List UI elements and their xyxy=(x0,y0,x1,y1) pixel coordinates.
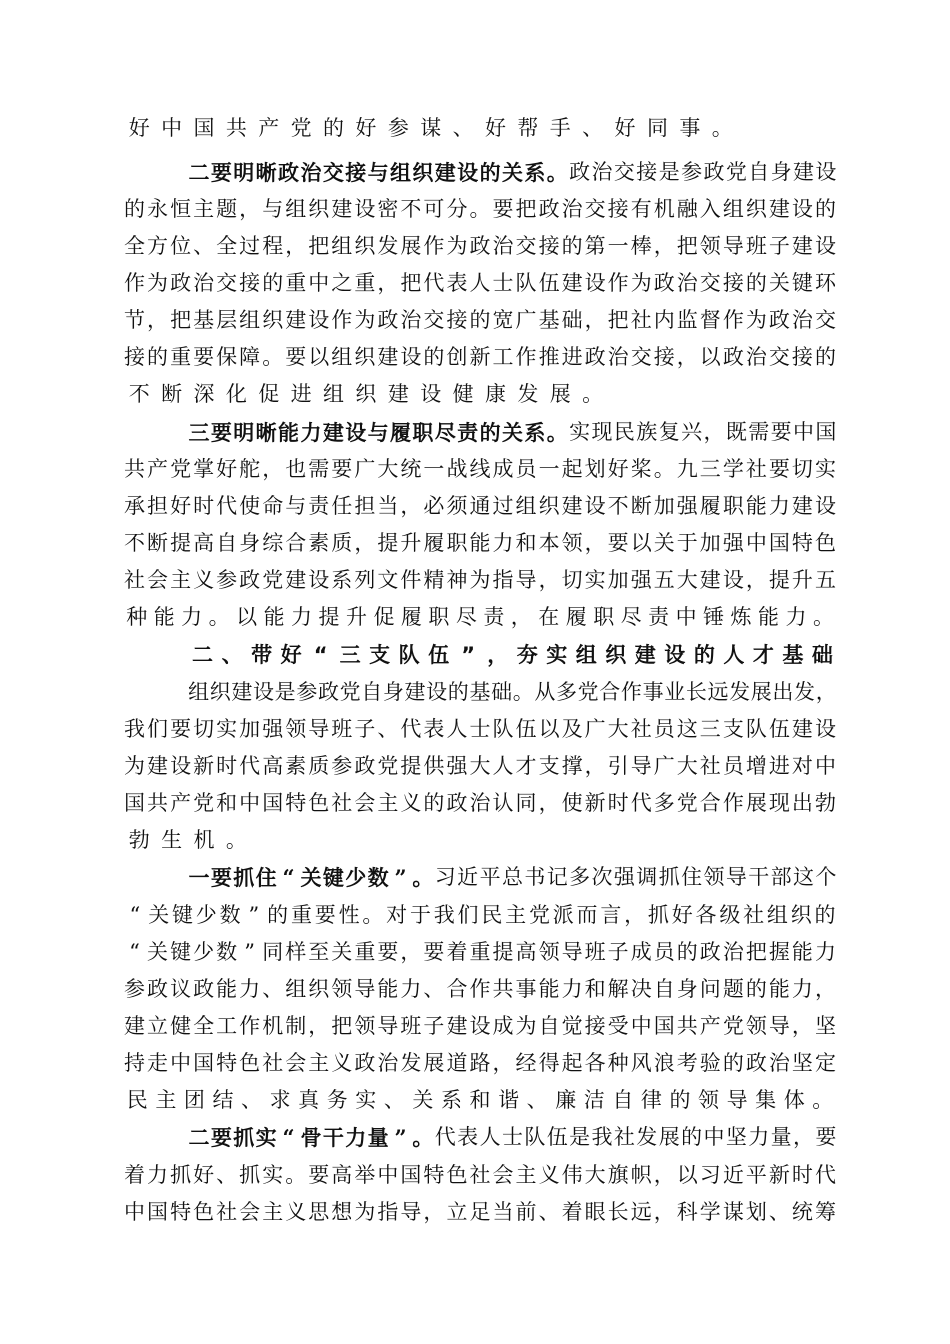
text-line: 社 会 主 义 参 政 党 建 设 系 列 文 件 精 神 为 指 导 ， 切 实 加 强 五 大 建 设 ， 提 升 五 xyxy=(124,568,836,592)
text-line: 作 为 政 治 交 接 的 重 中 之 重 ， 把 代 表 人 士 队 伍 建 设 作 为 政 治 交 接 的 关 键 环 xyxy=(124,271,836,295)
text-line: 好 中 国 共 产 党 的 好 参 谋 、 好 帮 手 、 好 同 事 。 xyxy=(128,116,733,140)
text-line: 我 们 要 切 实 加 强 领 导 班 子 、 代 表 人 士 队 伍 以 及 广 大 社 员 这 三 支 队 伍 建 设 xyxy=(124,717,836,741)
text-line: 着 力 抓 好 、 抓 实 。 要 高 举 中 国 特 色 社 会 主 义 伟 大 旗 帜 ， 以 习 近 平 新 时 代 xyxy=(124,1163,836,1187)
text-line: 二 要 抓 实 “ 骨 干 力 量 ” 。 代 表 人 士 队 伍 是 我 社 发 展 的 中 坚 力 量 ， 要 xyxy=(188,1125,837,1150)
text-line: 建 立 健 全 工 作 机 制 ， 把 领 导 班 子 建 设 成 为 自 觉 接 受 中 国 共 产 党 领 导 ， 坚 xyxy=(124,1014,836,1038)
text-line: 组 织 建 设 是 参 政 党 自 身 建 设 的 基 础 。 从 多 党 合 作 事 业 长 远 发 展 出 发 ， xyxy=(188,680,837,704)
text-line: 持 走 中 国 特 色 社 会 主 义 政 治 发 展 道 路 ， 经 得 起 各 种 风 浪 考 验 的 政 治 坚 定 xyxy=(124,1051,836,1075)
text-line: 接 的 重 要 保 障 。 要 以 组 织 建 设 的 创 新 工 作 推 进 政 治 交 接 ， 以 政 治 交 接 的 xyxy=(124,345,836,369)
text-line: 民 主 团 结 、 求 真 务 实 、 关 系 和 谐 、 廉 洁 自 律 的 领 导 集 体 。 xyxy=(126,1088,834,1112)
text-line: 的 永 恒 主 题 ， 与 组 织 建 设 密 不 可 分 。 要 把 政 治 交 接 有 机 融 入 组 织 建 设 的 xyxy=(124,197,836,221)
text-line: 二 要 明 晰 政 治 交 接 与 组 织 建 设 的 关 系 。 政 治 交 接 是 参 政 党 自 身 建 设 xyxy=(188,160,837,185)
text-line: “ 关 键 少 数 ” 同 样 至 关 重 要 ， 要 着 重 提 高 领 导 班 子 成 员 的 政 治 把 握 能 力 xyxy=(129,940,836,964)
text-line: 一 要 抓 住 “ 关 键 少 数 ” 。 习 近 平 总 书 记 多 次 强 调 抓 住 领 导 干 部 这 个 xyxy=(188,865,837,890)
text-line: 二 、 带 好 “ 三 支 队 伍 ” ， 夯 实 组 织 建 设 的 人 才 基 础 xyxy=(192,643,833,667)
text-line: 为 建 设 新 时 代 高 素 质 参 政 党 提 供 强 大 人 才 支 撑 ， 引 导 广 大 社 员 增 进 对 中 xyxy=(124,754,836,778)
text-line: 全 方 位 、 全 过 程 ， 把 组 织 发 展 作 为 政 治 交 接 的 第 一 棒 ， 把 领 导 班 子 建 设 xyxy=(124,234,836,258)
text-line: 参 政 议 政 能 力 、 组 织 领 导 能 力 、 合 作 共 事 能 力 和 解 决 自 身 问 题 的 能 力 ， xyxy=(124,977,836,1001)
text-line: 三 要 明 晰 能 力 建 设 与 履 职 尽 责 的 关 系 。 实 现 民 族 复 兴 ， 既 需 要 中 国 xyxy=(188,420,837,445)
text-line: 承 担 好 时 代 使 命 与 责 任 担 当 ， 必 须 通 过 组 织 建 设 不 断 加 强 履 职 能 力 建 设 xyxy=(124,494,836,518)
text-line: 不 断 深 化 促 进 组 织 建 设 健 康 发 展 。 xyxy=(128,382,604,406)
text-line: 种 能 力 。 以 能 力 提 升 促 履 职 尽 责 ， 在 履 职 尽 责 中 锤 炼 能 力 。 xyxy=(126,605,834,629)
text-line: 国 共 产 党 和 中 国 特 色 社 会 主 义 的 政 治 认 同 ， 使 新 时 代 多 党 合 作 展 现 出 勃 xyxy=(124,791,836,815)
text-line: 节 ， 把 基 层 组 织 建 设 作 为 政 治 交 接 的 宽 广 基 础 ， 把 社 内 监 督 作 为 政 治 交 xyxy=(124,308,836,332)
text-line: 勃 生 机 。 xyxy=(128,828,247,852)
text-line: 共 产 党 掌 好 舵 ， 也 需 要 广 大 统 一 战 线 成 员 一 起 划 好 桨 。 九 三 学 社 要 切 实 xyxy=(124,457,836,481)
text-line: “ 关 键 少 数 ” 的 重 要 性 。 对 于 我 们 民 主 党 派 而 言 ， 抓 好 各 级 社 组 织 的 xyxy=(129,903,836,927)
text-line: 不 断 提 高 自 身 综 合 素 质 ， 提 升 履 职 能 力 和 本 领 ， 要 以 关 于 加 强 中 国 特 色 xyxy=(124,531,836,555)
text-line: 中 国 特 色 社 会 主 义 思 想 为 指 导 ， 立 足 当 前 、 着 眼 长 远 ， 科 学 谋 划 、 统 筹 xyxy=(124,1200,836,1224)
